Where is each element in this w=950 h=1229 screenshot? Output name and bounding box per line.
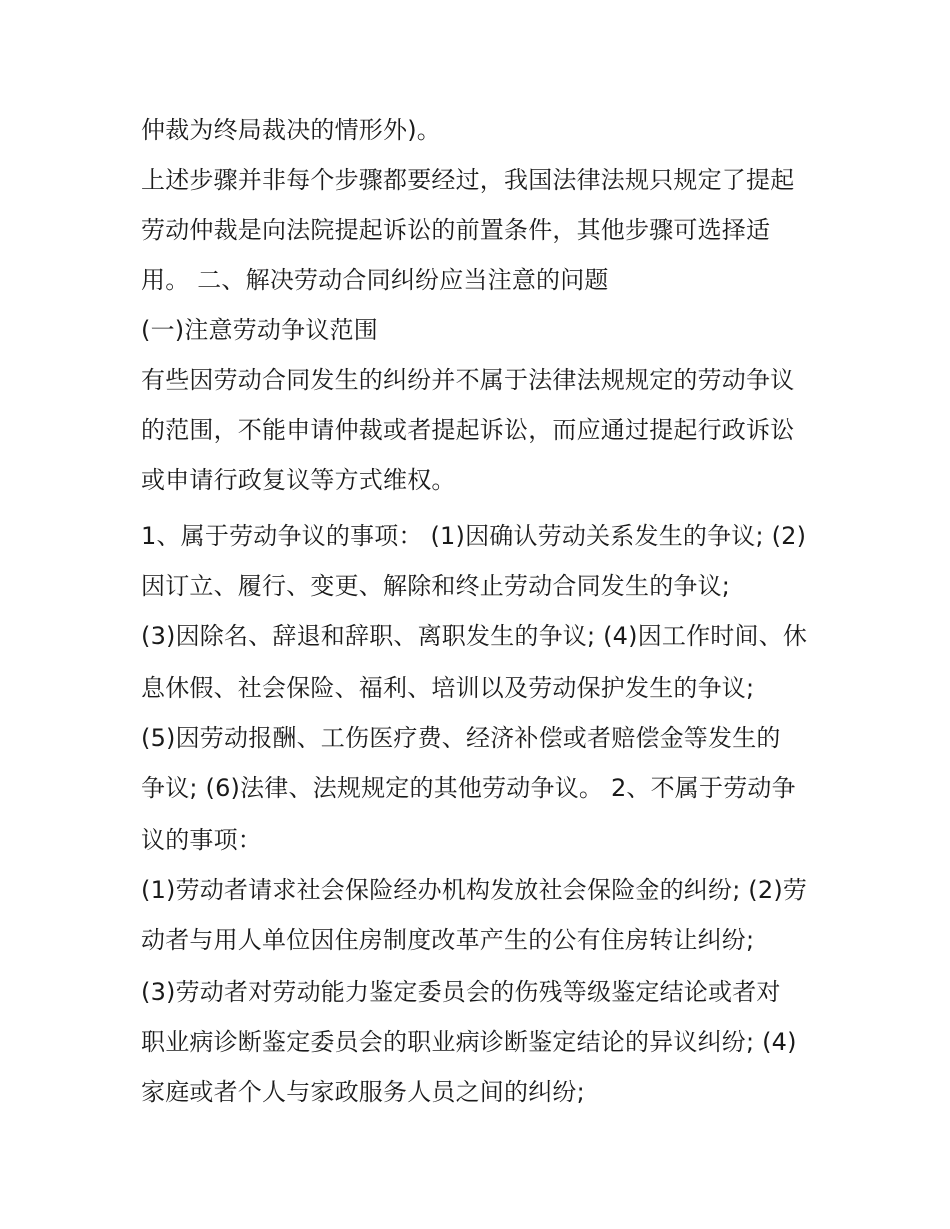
text-line: 或申请行政复议等方式维权。 <box>141 466 456 494</box>
text-line: 动者与用人单位因住房制度改革产生的公有住房转让纠纷; <box>141 926 755 954</box>
text-line: 议的事项： <box>141 826 262 854</box>
section-heading: (一)注意劳动争议范围 <box>141 316 378 344</box>
text-line: 家庭或者个人与家政服务人员之间的纠纷; <box>141 1078 585 1106</box>
text-line: 劳动仲裁是向法院提起诉讼的前置条件，其他步骤可选择适 <box>141 216 771 244</box>
text-line: 上述步骤并非每个步骤都要经过，我国法律法规只规定了提起 <box>141 166 795 194</box>
text-line: 职业病诊断鉴定委员会的职业病诊断鉴定结论的异议纠纷; (4) <box>141 1028 797 1056</box>
text-line: 用。 二、解决劳动合同纠纷应当注意的问题 <box>141 266 609 294</box>
text-line: 息休假、社会保险、福利、培训以及劳动保护发生的争议; <box>141 674 755 702</box>
text-line: (5)因劳动报酬、工伤医疗费、经济补偿或者赔偿金等发生的 <box>141 724 781 752</box>
text-line: 仲裁为终局裁决的情形外)。 <box>141 116 441 144</box>
text-line: (3)劳动者对劳动能力鉴定委员会的伤残等级鉴定结论或者对 <box>141 978 781 1006</box>
text-line: (3)因除名、辞退和辞职、离职发生的争议; (4)因工作时间、休 <box>141 622 808 650</box>
text-line: 因订立、履行、变更、解除和终止劳动合同发生的争议; <box>141 572 731 600</box>
text-line: 争议; (6)法律、法规规定的其他劳动争议。 2、不属于劳动争 <box>141 774 796 802</box>
text-line: 有些因劳动合同发生的纠纷并不属于法律法规规定的劳动争议 <box>141 366 795 394</box>
text-line: 1、属于劳动争议的事项： (1)因确认劳动关系发生的争议; (2) <box>141 522 807 550</box>
text-line: 的范围，不能申请仲裁或者提起诉讼，而应通过提起行政诉讼 <box>141 416 795 444</box>
text-line: (1)劳动者请求社会保险经办机构发放社会保险金的纠纷; (2)劳 <box>141 876 808 904</box>
